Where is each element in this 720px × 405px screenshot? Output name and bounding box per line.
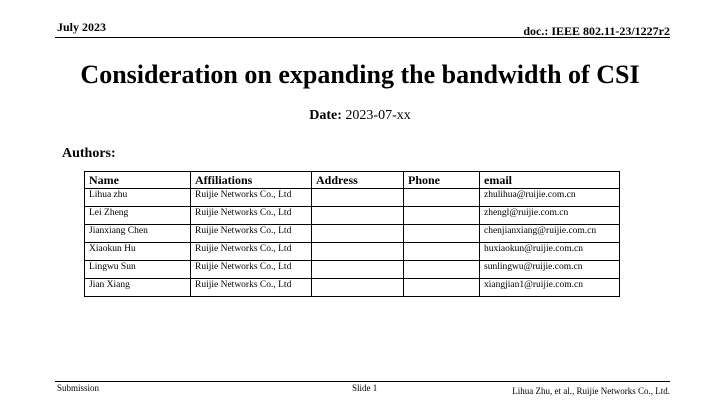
date-value: 2023-07-xx	[345, 108, 411, 123]
cell-phone	[404, 207, 480, 225]
cell-address	[312, 243, 404, 261]
date-label: Date:	[309, 108, 342, 123]
cell-phone	[404, 243, 480, 261]
cell-affiliation: Ruijie Networks Co., Ltd	[191, 261, 312, 279]
header-rule	[55, 37, 670, 38]
cell-name: Lingwu Sun	[85, 261, 191, 279]
cell-email: chenjianxiang@ruijie.com.cn	[480, 225, 620, 243]
cell-name: Lei Zheng	[85, 207, 191, 225]
footer-submission: Submission	[57, 383, 100, 393]
footer-slide-number: Slide 1	[352, 383, 378, 393]
header-affiliations: Affiliations	[191, 172, 312, 189]
cell-address	[312, 261, 404, 279]
cell-address	[312, 207, 404, 225]
table-row	[85, 279, 620, 297]
cell-name: Jian Xiang	[85, 279, 191, 297]
slide-title: Consideration on expanding the bandwidth of CSI	[80, 60, 640, 89]
table-row	[85, 261, 620, 279]
cell-affiliation: Ruijie Networks Co., Ltd	[191, 207, 312, 225]
authors-table	[84, 171, 620, 297]
date-line	[0, 108, 720, 124]
cell-affiliation: Ruijie Networks Co., Ltd	[191, 279, 312, 297]
cell-address	[312, 225, 404, 243]
header-doc-id: doc.: IEEE 802.11-23/1227r2	[523, 24, 670, 38]
cell-phone	[404, 189, 480, 207]
cell-email: zhulihua@ruijie.com.cn	[480, 189, 620, 207]
authors-label: Authors:	[62, 146, 116, 161]
cell-phone	[404, 261, 480, 279]
cell-affiliation: Ruijie Networks Co., Ltd	[191, 189, 312, 207]
cell-affiliation: Ruijie Networks Co., Ltd	[191, 243, 312, 261]
cell-email: zhengl@ruijie.com.cn	[480, 207, 620, 225]
cell-name: Lihua zhu	[85, 189, 191, 207]
table-row	[85, 207, 620, 225]
header-date: July 2023	[57, 20, 107, 34]
table-row	[85, 225, 620, 243]
footer-rule	[55, 381, 670, 382]
cell-phone	[404, 225, 480, 243]
cell-email: sunlingwu@ruijie.com.cn	[480, 261, 620, 279]
cell-email: huxiaokun@ruijie.com.cn	[480, 243, 620, 261]
cell-email: xiangjian1@ruijie.com.cn	[480, 279, 620, 297]
cell-affiliation: Ruijie Networks Co., Ltd	[191, 225, 312, 243]
table-row	[85, 189, 620, 207]
header-phone: Phone	[404, 172, 480, 189]
cell-phone	[404, 279, 480, 297]
footer-author-credit: Lihua Zhu, et al., Ruijie Networks Co., Ltd.	[512, 386, 670, 396]
header-email: email	[480, 172, 620, 189]
header-address: Address	[312, 172, 404, 189]
cell-name: Jianxiang Chen	[85, 225, 191, 243]
table-row	[85, 243, 620, 261]
cell-name: Xiaokun Hu	[85, 243, 191, 261]
cell-address	[312, 279, 404, 297]
table-header-row	[85, 172, 620, 189]
header-name: Name	[85, 172, 191, 189]
cell-address	[312, 189, 404, 207]
